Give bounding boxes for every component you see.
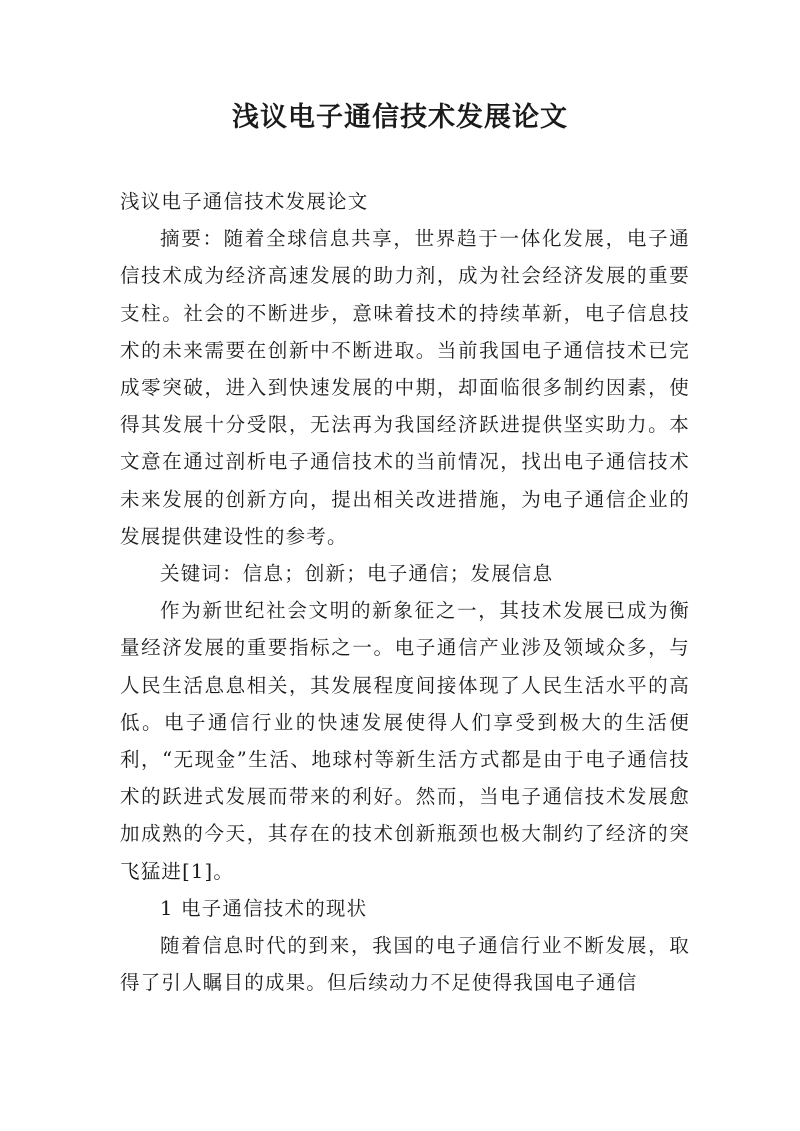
document-title: 浅议电子通信技术发展论文 xyxy=(232,102,568,133)
abstract-paragraph: 摘要：随着全球信息共享，世界趋于一体化发展，电子通信技术成为经济高速发展的助力剂，成为社会经济发展的重要支柱。社会的不断进步，意味着技术的持续革新，电子信息技术的未来需要在创新中不断进取。当前我国电子通信技术已完成零突破，进入到快速发展的中期，却面临很多制约因素，使得其发展十分受限，无法再为我国经济跃进提供坚实助力。本文意在通过剖析电子通信技术的当前情况，找出电子通信技术未来发展的创新方向，提出相关改进措施，为电子通信企业的发展提供建设性的参考。 xyxy=(120,227,690,548)
document-subtitle: 浅议电子通信技术发展论文 xyxy=(120,190,369,213)
section-paragraph: 随着信息时代的到来，我国的电子通信行业不断发展，取得了引人瞩目的成果。但后续动力不足使得我国电子通信 xyxy=(120,934,690,995)
section-heading: 1 电子通信技术的现状 xyxy=(160,896,368,920)
intro-paragraph: 作为新世纪社会文明的新象征之一，其技术发展已成为衡量经济发展的重要指标之一。电子通信产业涉及领域众多，与人民生活息息相关，其发展程度间接体现了人民生活水平的高低。电子通信行业的快速发展使得人们享受到极大的生活便利，“无现金”生活、地球村等新生活方式都是由于电子通信技术的跃进式发展而带来的利好。然而，当电子通信技术发展愈加成熟的今天，其存在的技术创新瓶颈也极大制约了经济的突飞猛进[1]。 xyxy=(120,599,690,883)
keywords-paragraph: 关键词：信息；创新；电子通信；发展信息 xyxy=(160,562,554,586)
document-body xyxy=(120,183,690,1001)
